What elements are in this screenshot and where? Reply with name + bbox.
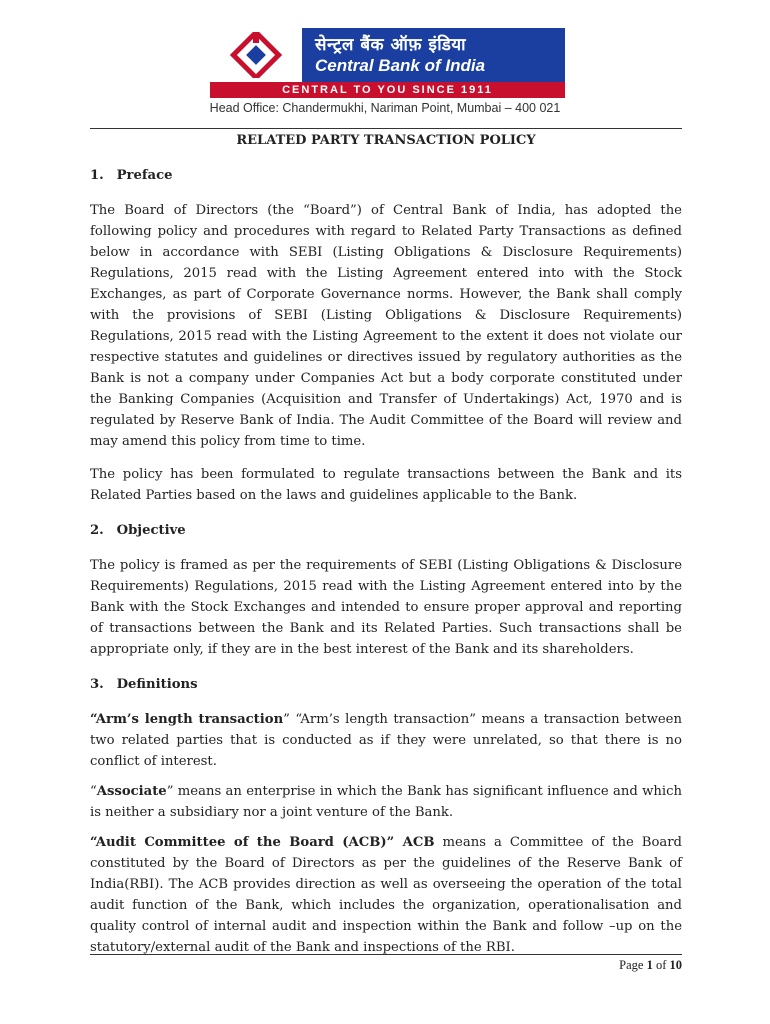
- section-number: 2.: [90, 523, 104, 538]
- definition-term: “Audit Committee of the Board (ACB)” ACB: [90, 835, 435, 850]
- header-divider: [90, 128, 682, 129]
- definition-term: Associate: [96, 784, 167, 799]
- definition-arms-length: [90, 709, 682, 772]
- definition-text: means a Committee of the Board constituted by the Board of Directors as per the guidelines of the Reserve Bank of India(RBI). The ACB provides direction as well as overseeing the operation of the total audit function of the Bank, which includes the organization, operationalisation and quality control of internal audit and inspection within the Bank and follow –up on the statutory/external audit of the Bank and inspections of the RBI.: [90, 835, 682, 955]
- definition-text: ” “Arm’s length transaction” means a transaction between two related parties that is conducted as if they were unrelated, so that there is no conflict of interest.: [90, 712, 682, 769]
- definition-associate: [90, 781, 682, 823]
- section-heading-objective: [90, 520, 682, 541]
- section-number: 1.: [90, 168, 104, 183]
- section-title: Objective: [116, 523, 186, 538]
- current-page: 1: [646, 958, 653, 972]
- logo-hindi-name: सेन्ट्रल बैंक ऑफ़ इंडिया: [315, 35, 467, 55]
- definition-term: “Arm’s length transaction: [90, 712, 284, 727]
- document-title: RELATED PARTY TRANSACTION POLICY: [236, 133, 536, 148]
- page-label: Page: [619, 958, 644, 972]
- total-pages: 10: [669, 958, 682, 972]
- definition-audit-committee: [90, 832, 682, 958]
- head-office-address: Head Office: Chandermukhi, Nariman Point, Mumbai – 400 021: [209, 101, 561, 115]
- objective-paragraph: The policy is framed as per the requirements of SEBI (Listing Obligations & Disclosure Requirements) Regulations, 2015 read with the Listing Agreement entered into by the Bank with the Stock Exchanges and intended to ensure proper approval and reporting of transactions between the Bank and its Related Parties. Such transactions shall be appropriate only, if they are in the best interest of the Bank and its shareholders.: [90, 558, 682, 657]
- preface-paragraph-2: The policy has been formulated to regulate transactions between the Bank and its Related Parties based on the laws and guidelines applicable to the Bank.: [90, 467, 682, 503]
- bank-emblem-icon: [210, 28, 305, 82]
- document-body: [90, 130, 682, 967]
- section-title: Definitions: [116, 677, 198, 692]
- section-title: Preface: [116, 168, 173, 183]
- definition-open-quote: “: [90, 784, 97, 799]
- logo-english-name: Central Bank of India: [315, 56, 486, 75]
- logo-tagline: CENTRAL TO YOU SINCE 1911: [210, 82, 565, 98]
- definition-text: ” means an enterprise in which the Bank has significant influence and which is neither a subsidiary nor a joint venture of the Bank.: [90, 784, 682, 820]
- preface-paragraph-1: The Board of Directors (the “Board”) of Central Bank of India, has adopted the following policy and procedures with regard to Related Party Transactions as defined below in accordance with SEBI (Listing Obligations & Disclosure Requirements) Regulations, 2015 read with the Listing Agreement entered into with the Stock Exchanges, as part of Corporate Governance norms. However, the Bank shall comply with the provisions of SEBI (Listing Obligations & Disclosure Requirements) Regulations, 2015 read with the Listing Agreement to the extent it does not violate our respective statutes and guidelines or directives issued by regulatory authorities as the Bank is not a company under Companies Act but a body corporate constituted under the Banking Companies (Acquisition and Transfer of Undertakings) Act, 1970 and is regulated by Reserve Bank of India. The Audit Committee of the Board will review and may amend this policy from time to time.: [90, 203, 682, 449]
- section-number: 3.: [90, 677, 104, 692]
- section-heading-preface: [90, 165, 682, 186]
- bank-logo: [210, 28, 565, 98]
- section-heading-definitions: [90, 674, 682, 695]
- footer-divider: [90, 954, 682, 955]
- page-number: [619, 958, 682, 973]
- of-label: of: [655, 958, 667, 972]
